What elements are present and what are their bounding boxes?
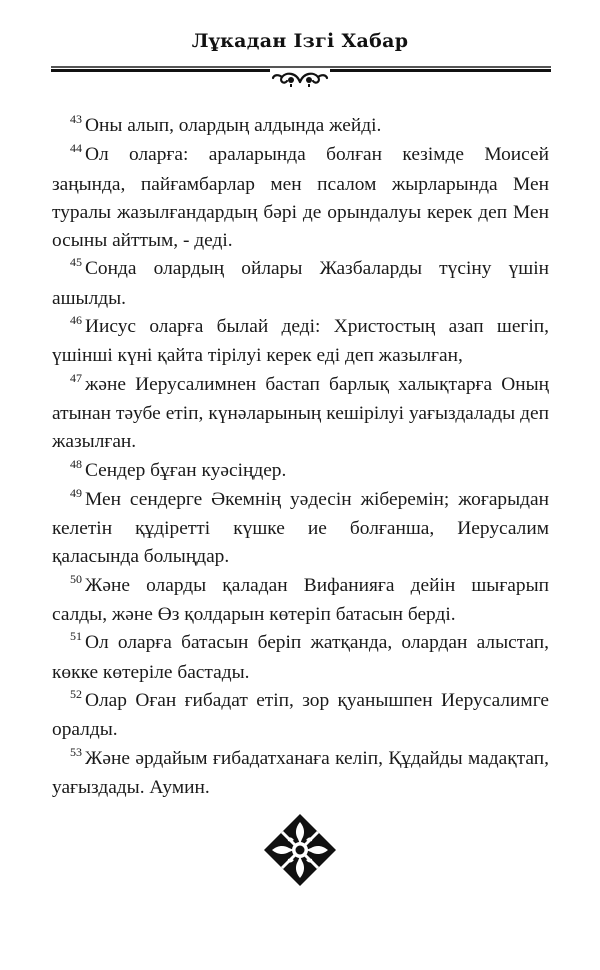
verse-number: 49 [70,485,82,500]
page-title: Лұкадан Ізгі Хабар [191,30,409,52]
verse-text: және Иерусалимнен бастап барлық халықтарға Оның атынан тәубе етіп, күнәларының кешірілуі уағыздалады деп жазылған. [52,373,549,453]
verse-number: 50 [70,571,82,586]
verse-number: 48 [70,456,82,471]
verse-text: Оны алып, олардың алдында жейді. [85,115,382,136]
verse-text: Ол оларға батасын беріп жатқанда, олардан алыстап, көкке көтеріле бастады. [52,632,549,683]
verse-text: Және әрдайым ғибадатханаға келіп, Құдайды мадақтап, уағыздады. Аумин. [52,747,549,798]
verse-number: 51 [70,629,82,644]
verse-47 [52,371,549,457]
verse-49 [52,486,549,572]
verse-48 [52,457,549,486]
verse-text: Иисус оларға былай деді: Христостың азап шегіп, үшінші күні қайта тірілуі керек еді деп жазылған, [52,316,549,367]
verse-number: 45 [70,255,82,270]
verse-number: 52 [70,686,82,701]
verse-53 [52,745,549,803]
fleur-diamond-icon [262,812,338,888]
verse-51 [52,629,549,687]
verse-text: Сонда олардың ойлары Жазбаларды түсіну үшін ашылды. [52,258,549,309]
verse-text: Және оларды қаладан Вифанияға дейін шығарып салды, және Өз қолдарын көтеріп батасын берді. [52,574,549,626]
verse-list [52,112,549,802]
verse-number: 46 [70,313,82,328]
verse-45 [52,255,549,313]
verse-50 [52,572,549,630]
verse-number: 43 [70,112,82,126]
verse-43 [52,112,549,141]
verse-text: Сендер бұған куәсіңдер. [85,459,287,481]
verse-text: Ол оларға: араларында болған кезімде Моисей заңында, пайғамбарлар мен псалом жырларында Мен туралы жазылғандардың бәрі де орындалуы керек деп Мен осыны айттым, - деді. [52,144,549,252]
scroll-flourish-icon [270,68,330,88]
verse-number: 53 [70,744,82,759]
verse-text: Мен сендерге Әкемнің уәдесін жіберемін; жоғарыдан келетін құдіретті күшке ие болғанша, Иерусалим қаласында болыңдар. [52,488,549,568]
verse-46 [52,313,549,371]
verse-number: 44 [70,141,82,156]
verse-number: 47 [70,370,82,385]
verse-52 [52,687,549,745]
verse-44 [52,141,549,255]
verse-text: Олар Оған ғибадат етіп, зор қуанышпен Иерусалимге оралды. [52,689,549,741]
